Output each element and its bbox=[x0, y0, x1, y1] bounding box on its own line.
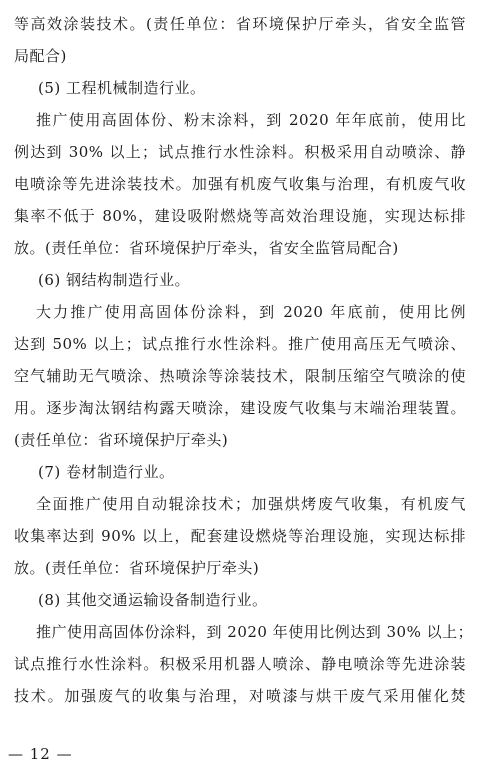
text-line: 放。(责任单位：省环境保护厅牵头) bbox=[14, 559, 260, 577]
text-line: 空气辅助无气喷涂、热喷涂等涂装技术，限制压缩空气喷涂的使 bbox=[14, 367, 466, 385]
text-line: 达到 50% 以上；试点推行水性涂料。推广使用高压无气喷涂、 bbox=[14, 335, 466, 353]
page-number: — 12 — bbox=[8, 745, 73, 763]
text-line: 放。(责任单位：省环境保护厅牵头，省安全监管局配合) bbox=[14, 239, 399, 257]
text-line: 集率不低于 80%，建设吸附燃烧等高效治理设施，实现达标排 bbox=[14, 207, 466, 225]
text-line: 例达到 30% 以上；试点推行水性涂料。积极采用自动喷涂、静 bbox=[14, 143, 466, 161]
text-line: 收集率达到 90% 以上，配套建设燃烧等治理设施，实现达标排 bbox=[14, 527, 466, 545]
text-line: (责任单位：省环境保护厅牵头) bbox=[14, 431, 229, 449]
section-heading: (5) 工程机械制造行业。 bbox=[38, 79, 206, 97]
text-line: 大力推广使用高固体份涂料，到 2020 年底前，使用比例 bbox=[36, 303, 466, 321]
text-line: 用。逐步淘汰钢结构露天喷涂，建设废气收集与末端治理装置。 bbox=[14, 399, 466, 417]
text-line: 电喷涂等先进涂装技术。加强有机废气收集与治理，有机废气收 bbox=[14, 175, 466, 193]
section-heading: (6) 钢结构制造行业。 bbox=[38, 271, 191, 289]
section-heading: (7) 卷材制造行业。 bbox=[38, 463, 175, 481]
text-line: 局配合) bbox=[14, 47, 67, 65]
text-line: 全面推广使用自动辊涂技术；加强烘烤废气收集，有机废气 bbox=[36, 495, 466, 513]
text-line: 推广使用高固体份涂料，到 2020 年使用比例达到 30% 以上； bbox=[36, 623, 474, 641]
text-line: 等高效涂装技术。(责任单位：省环境保护厅牵头，省安全监管 bbox=[14, 15, 466, 33]
text-line: 推广使用高固体份、粉末涂料，到 2020 年年底前，使用比 bbox=[36, 111, 466, 129]
section-heading: (8) 其他交通运输设备制造行业。 bbox=[38, 591, 268, 609]
document-body bbox=[14, 8, 474, 712]
text-line: 试点推行水性涂料。积极采用机器人喷涂、静电喷涂等先进涂装 bbox=[14, 655, 466, 673]
text-line: 技术。加强废气的收集与治理，对喷漆与烘干废气采用催化焚 bbox=[14, 687, 466, 705]
